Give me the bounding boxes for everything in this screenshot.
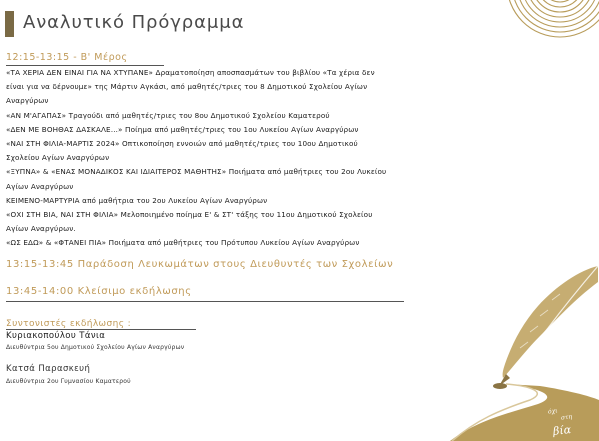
program-line: «ΞΥΠΝΑ» & «ΕΝΑΣ ΜΟΝΑΔΙΚΟΣ ΚΑΙ ΙΔΙΑΙΤΕΡΟΣ ΜΑΘΗΤΗΣ» Ποιήματα από μαθήτριες του 2ου Λυκείου <box>6 167 387 177</box>
section-heading-yearbooks: 13:15-13:45 Παράδοση Λευκωμάτων στους Διευθυντές των Σχολείων <box>6 259 394 270</box>
program-line: «ΑΝ Μ'ΑΓΑΠΑΣ» Τραγούδι από μαθητές/τριες του 8ου Δημοτικού Σχολείου Καματερού <box>6 110 330 120</box>
coordinator-role: Διευθύντρια 5ου Δημοτικού Σχολείου Αγίων Αναργύρων <box>6 344 185 351</box>
program-line: Αγίων Αναργύρων <box>6 181 74 191</box>
coordinators-heading: Συντονιστές εκδήλωσης : <box>6 319 132 329</box>
path-text-word: βία <box>552 423 572 438</box>
program-line: «ΝΑΙ ΣΤΗ ΦΙΛΙΑ-ΜΑΡΤΙΣ 2024» Οπτικοποίηση εννοιών από μαθητές/τριες του 10ου Δημοτικού <box>6 139 358 149</box>
page-title: Αναλυτικό Πρόγραμμα <box>23 12 245 33</box>
program-line: ΚΕΙΜΕΝΟ-ΜΑΡΤΥΡΙΑ από μαθήτρια του 2ου Λυκείου Αγίων Αναργύρων <box>6 195 268 205</box>
program-line: «ΟΧΙ ΣΤΗ ΒΙΑ, ΝΑΙ ΣΤΗ ΦΙΛΙΑ» Μελοποιημένο ποίημα Ε' & ΣΤ' τάξης του 11ου Δημοτικού Σχολείου <box>6 210 373 220</box>
path-text-word: όχι <box>547 407 559 416</box>
coordinator-role: Διευθύντρια 2ου Γυμνασίου Καματερού <box>6 378 131 385</box>
program-line: είναι για να δέρνουμε» της Μάρτιν Αγκάσι, από μαθητές/τριες του 8 Δημοτικού Σχολείου Αγίων <box>6 82 368 92</box>
section-heading-closing: 13:45-14:00 Κλείσιμο εκδήλωσης <box>6 286 192 297</box>
coordinator-name: Κατσά Παρασκευή <box>6 364 91 374</box>
section-heading-part-b: 12:15-13:15 - Β' Μέρος <box>6 52 128 63</box>
program-line: «ΔΕΝ ΜΕ ΒΟΗΘΑΣ ΔΑΣΚΑΛΕ…» Ποίημα από μαθητές/τριες του 1ου Λυκείου Αγίων Αναργύρων <box>6 124 359 134</box>
program-line: «ΤΑ ΧΕΡΙΑ ΔΕΝ ΕΙΝΑΙ ΓΙΑ ΝΑ ΧΤΥΠΑΝΕ» Δραματοποίηση αποσπασμάτων του βιβλίου «Τα χέρια δεν <box>6 68 375 77</box>
program-line: Σχολείου Αγίων Αναργύρων <box>6 153 110 163</box>
program-line: «ΩΣ ΕΔΩ» & «ΦΤΑΝΕΙ ΠΙΑ» Ποιήματα από μαθήτριες του Πρότυπου Λυκείου Αγίων Αναργύρων <box>6 238 360 248</box>
program-line: Αναργύρων <box>6 96 49 106</box>
coordinator-name: Κυριακοπούλου Τάνια <box>6 331 106 341</box>
program-line: Αγίων Αναργύρων. <box>6 224 76 234</box>
path-text-word: στη <box>560 413 573 422</box>
